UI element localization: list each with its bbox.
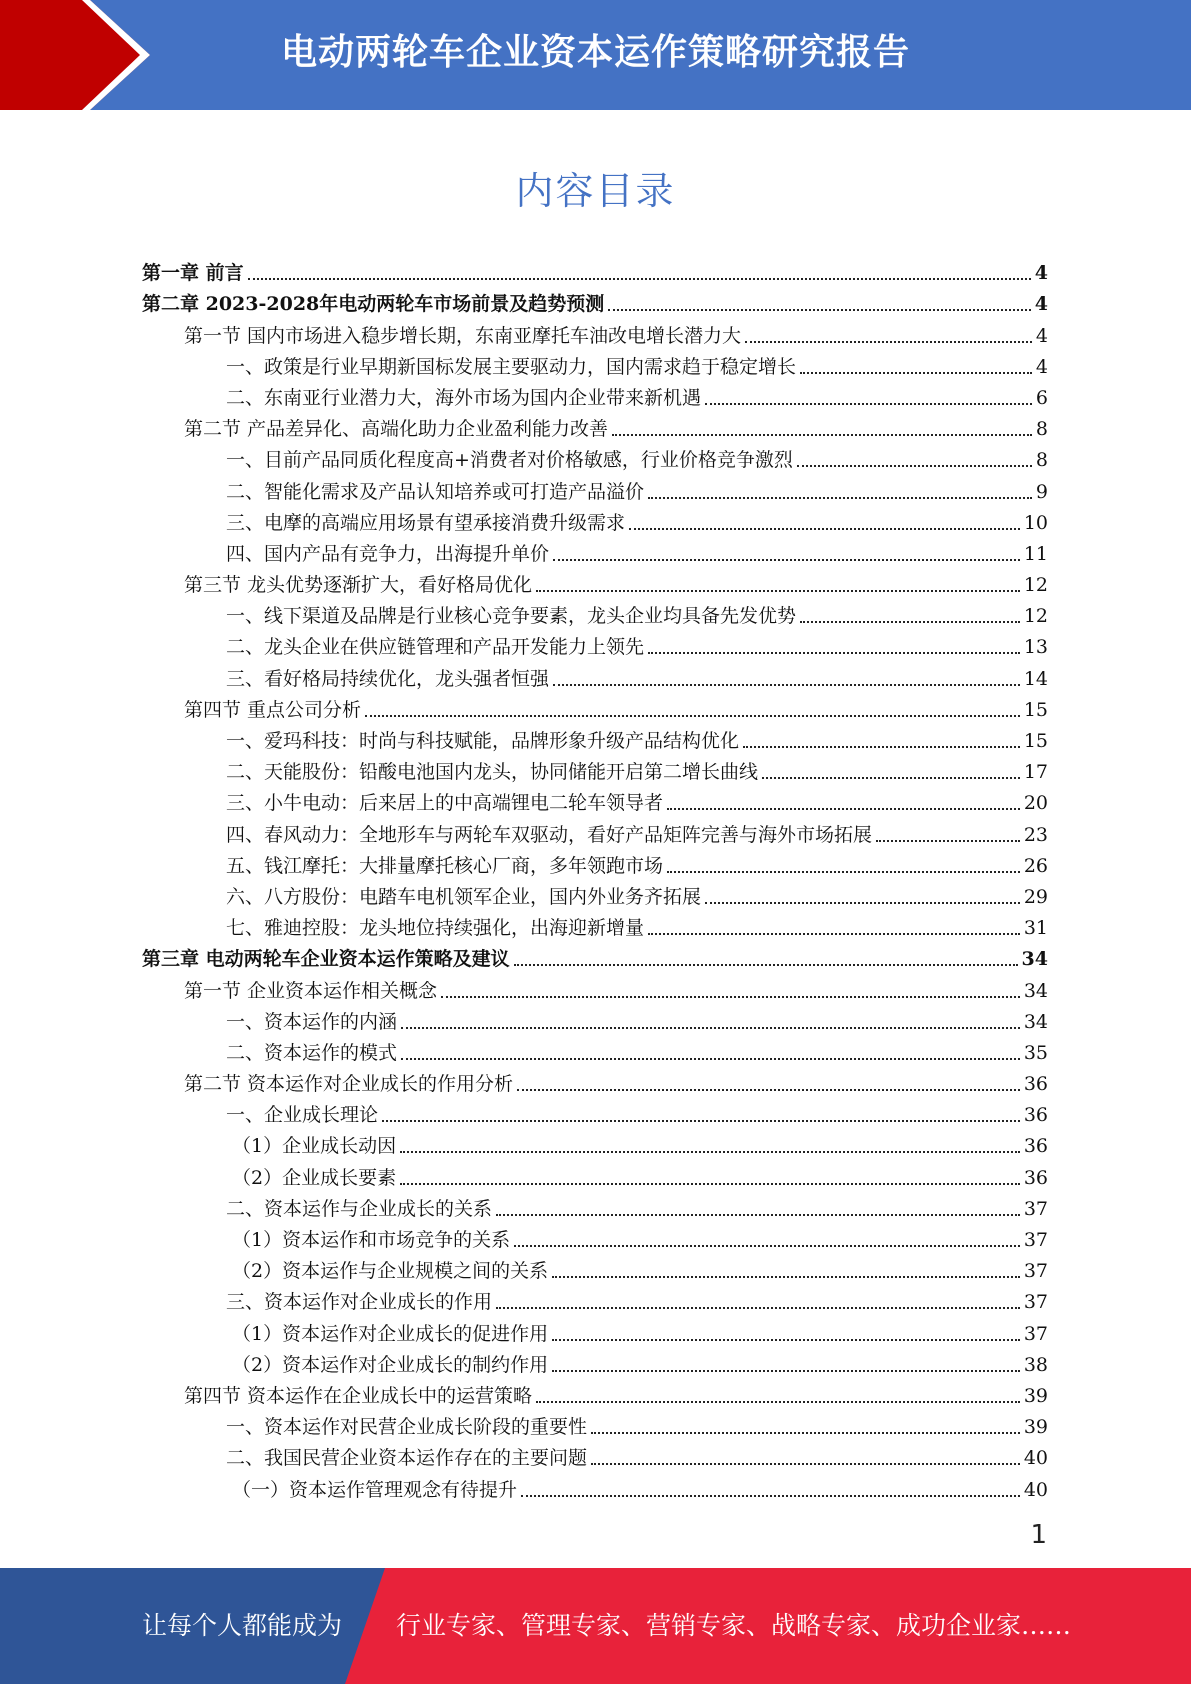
toc-entry[interactable] [142,1005,1048,1036]
toc-leader-dots [400,1183,1020,1185]
toc-entry-page: 37 [1023,1197,1048,1220]
toc-entry[interactable] [142,973,1048,1004]
toc-entry-title: （1）资本运作对企业成长的促进作用 [232,1322,549,1345]
toc-entry-title: 三、资本运作对企业成长的作用 [226,1291,493,1314]
toc-entry[interactable] [142,256,1048,287]
toc-leader-dots [591,1432,1020,1434]
toc-leader-dots [496,1307,1020,1309]
red-arrow-shape [0,0,150,110]
toc-entry-page: 13 [1023,636,1048,659]
toc-entry-page: 36 [1023,1073,1048,1096]
toc-entry-page: 15 [1023,730,1048,752]
toc-leader-dots [441,996,1020,998]
toc-entry-page: 34 [1023,1010,1048,1033]
report-title: 电动两轮车企业资本运作策略研究报告 [280,32,910,73]
toc-entry[interactable] [142,1316,1048,1347]
toc-entry-page: 37 [1023,1260,1048,1283]
toc-entry-page: 20 [1023,792,1048,815]
toc-entry-title: 第二节 产品差异化、高端化助力企业盈利能力改善 [184,418,609,441]
toc-entry-page: 4 [1034,262,1048,285]
footer-slogan-right: 行业专家、管理专家、营销专家、战略专家、成功企业家…… [396,1611,1072,1640]
toc-entry[interactable] [142,412,1048,443]
toc-entry-page: 4 [1034,293,1048,316]
toc-entry-title: 二、智能化需求及产品认知培养或可打造产品溢价 [226,480,645,503]
toc-entry-page: 4 [1035,324,1048,347]
toc-entry[interactable] [142,1036,1048,1067]
toc-leader-dots [401,1058,1020,1060]
toc-entry[interactable] [142,724,1048,755]
toc-entry-title: 三、电摩的高端应用场景有望承接消费升级需求 [226,511,626,534]
toc-entry[interactable] [142,942,1048,973]
toc-entry-title: 第一节 国内市场进入稳步增长期，东南亚摩托车油改电增长潜力大 [184,324,742,347]
toc-entry-page: 6 [1035,386,1048,409]
toc-entry[interactable] [142,817,1048,848]
toc-entry-title: （2）资本运作对企业成长的制约作用 [232,1353,549,1376]
toc-entry-page: 34 [1021,948,1048,971]
toc-leader-dots [629,528,1020,530]
toc-entry[interactable] [142,1067,1048,1098]
toc-entry-title: 一、线下渠道及品牌是行业核心竞争要素，龙头企业均具备先发优势 [226,605,797,628]
footer-slogan-left: 让每个人都能成为 [142,1611,343,1640]
toc-entry-title: 一、目前产品同质化程度高+消费者对价格敏感，行业价格竞争激烈 [226,449,793,472]
toc-entry-page: 8 [1035,418,1048,441]
toc-leader-dots [667,871,1020,873]
toc-entry-title: 一、资本运作对民营企业成长阶段的重要性 [226,1416,588,1439]
toc-entry-title: （一）资本运作管理观念有待提升 [232,1478,518,1501]
toc-entry-title: 二、天能股份：铅酸电池国内龙头，协同储能开启第二增长曲线 [226,761,759,784]
toc-entry-page: 14 [1023,667,1048,690]
toc-entry-title: 一、企业成长理论 [226,1104,379,1127]
toc-leader-dots [608,309,1031,311]
toc-leader-dots [648,933,1020,935]
toc-leader-dots [800,372,1032,374]
toc-leader-dots [667,808,1020,810]
toc-leader-dots [552,1339,1020,1341]
toc-entry-page: 39 [1023,1416,1048,1439]
toc-entry-page: 35 [1023,1041,1048,1064]
toc-leader-dots [514,1245,1020,1247]
toc-entry-page: 8 [1035,449,1048,472]
toc-leader-dots [382,1120,1020,1122]
toc-entry-title: 第二节 资本运作对企业成长的作用分析 [184,1073,514,1096]
toc-entry-title: 二、我国民营企业资本运作存在的主要问题 [226,1447,588,1470]
toc-leader-dots [400,1151,1020,1153]
toc-entry-title: 三、看好格局持续优化，龙头强者恒强 [226,667,550,690]
toc-entry-title: 二、东南亚行业潜力大，海外市场为国内企业带来新机遇 [226,386,702,409]
toc-entry-page: 40 [1023,1447,1048,1470]
toc-entry-title: （1）企业成长动因 [232,1135,397,1158]
toc-entry-page: 36 [1023,1135,1048,1158]
toc-entry[interactable] [142,287,1048,318]
toc-entry[interactable] [142,443,1048,474]
toc-leader-dots [800,621,1020,623]
page-footer [0,1568,1191,1684]
toc-leader-dots [648,652,1020,654]
toc-leader-dots [743,746,1020,748]
toc-leader-dots [517,1089,1020,1091]
toc-entry[interactable] [142,1223,1048,1254]
toc-entry[interactable] [142,568,1048,599]
toc-entry[interactable] [142,506,1048,537]
toc-entry-title: 四、春风动力：全地形车与两轮车双驱动，看好产品矩阵完善与海外市场拓展 [226,823,873,846]
toc-entry-title: 二、资本运作的模式 [226,1041,398,1064]
toc-entry[interactable] [142,661,1048,692]
toc-leader-dots [536,1401,1020,1403]
toc-entry[interactable] [142,1285,1048,1316]
toc-entry[interactable] [142,381,1048,412]
toc-leader-dots [401,1027,1020,1029]
toc-entry[interactable] [142,786,1048,817]
toc-entry-title: 一、资本运作的内涵 [226,1010,398,1033]
toc-leader-dots [612,434,1032,436]
toc-leader-dots [705,902,1020,904]
page-header [0,0,1191,110]
toc-entry-title: 第三节 龙头优势逐渐扩大，看好格局优化 [184,574,533,597]
toc-leader-dots [552,1276,1020,1278]
page-number: 1 [1030,1520,1047,1550]
toc-entry-title: 一、爱玛科技：时尚与科技赋能，品牌形象升级产品结构优化 [226,730,740,752]
toc-entry-page: 9 [1035,480,1048,503]
toc-entry-page: 23 [1023,823,1048,846]
toc-leader-dots [536,590,1020,592]
toc-entry[interactable] [142,880,1048,911]
toc-entry-page: 37 [1023,1291,1048,1314]
toc-entry[interactable] [142,1348,1048,1379]
toc-entry[interactable] [142,1472,1048,1503]
toc-entry-title: 第三章 电动两轮车企业资本运作策略及建议 [142,948,510,971]
toc-entry[interactable] [142,1098,1048,1129]
toc-entry-title: 三、小牛电动：后来居上的中高端锂电二轮车领导者 [226,792,664,815]
toc-entry[interactable] [142,1129,1048,1160]
toc-leader-dots [745,341,1032,343]
toc-leader-dots [365,715,1020,717]
toc-entry-title: 第一节 企业资本运作相关概念 [184,979,438,1002]
table-of-contents [142,256,1048,1504]
toc-leader-dots [876,840,1020,842]
toc-entry[interactable] [142,318,1048,349]
toc-entry-title: 第四节 资本运作在企业成长中的运营策略 [184,1384,533,1407]
toc-entry-page: 34 [1023,979,1048,1002]
toc-entry-title: 六、八方股份：电踏车电机领军企业，国内外业务齐拓展 [226,885,702,908]
toc-leader-dots [514,964,1018,966]
toc-entry-page: 37 [1023,1229,1048,1251]
toc-entry-page: 36 [1023,1166,1048,1189]
toc-entry[interactable] [142,693,1048,724]
toc-entry-page: 31 [1023,917,1048,940]
toc-entry-page: 36 [1023,1104,1048,1127]
toc-heading: 内容目录 [515,169,676,213]
toc-entry-page: 38 [1023,1353,1048,1376]
toc-leader-dots [552,1370,1020,1372]
toc-entry-page: 39 [1023,1384,1048,1407]
toc-entry-page: 37 [1023,1322,1048,1345]
toc-entry-page: 11 [1023,542,1048,565]
toc-entry[interactable] [142,630,1048,661]
toc-leader-dots [521,1495,1020,1497]
toc-entry-page: 29 [1023,885,1048,908]
toc-entry-page: 12 [1023,574,1048,597]
toc-entry-page: 17 [1023,761,1048,784]
toc-entry-title: （2）资本运作与企业规模之间的关系 [232,1260,549,1283]
toc-entry-title: 第四节 重点公司分析 [184,698,362,721]
toc-entry[interactable] [142,537,1048,568]
toc-entry-page: 12 [1023,605,1048,628]
toc-entry-title: 七、雅迪控股：龙头地位持续强化，出海迎新增量 [226,917,645,940]
toc-entry[interactable] [142,1160,1048,1191]
toc-entry[interactable] [142,350,1048,381]
toc-leader-dots [591,1463,1020,1465]
toc-entry-title: 二、龙头企业在供应链管理和产品开发能力上领先 [226,636,645,659]
toc-entry-title: 一、政策是行业早期新国标发展主要驱动力，国内需求趋于稳定增长 [226,355,797,378]
toc-entry[interactable] [142,911,1048,942]
toc-leader-dots [248,278,1031,280]
toc-entry[interactable] [142,755,1048,786]
toc-leader-dots [648,497,1032,499]
toc-leader-dots [553,684,1020,686]
toc-leader-dots [705,403,1032,405]
toc-entry-title: 二、资本运作与企业成长的关系 [226,1197,493,1220]
toc-entry[interactable] [142,1441,1048,1472]
toc-entry-page: 10 [1023,511,1048,534]
toc-entry-page: 26 [1023,854,1048,877]
toc-entry[interactable] [142,1254,1048,1285]
toc-leader-dots [762,777,1020,779]
toc-entry-title: 四、国内产品有竞争力，出海提升单价 [226,542,550,565]
toc-entry[interactable] [142,849,1048,880]
toc-entry[interactable] [142,1192,1048,1223]
toc-entry[interactable] [142,1379,1048,1410]
toc-leader-dots [797,465,1032,467]
toc-entry-title: （2）企业成长要素 [232,1166,397,1189]
toc-entry-title: （1）资本运作和市场竞争的关系 [232,1229,511,1251]
toc-entry[interactable] [142,474,1048,505]
toc-entry[interactable] [142,599,1048,630]
toc-entry-title: 第一章 前言 [142,262,244,285]
toc-entry-title: 五、钱江摩托：大排量摩托核心厂商，多年领跑市场 [226,854,664,877]
toc-entry-page: 15 [1023,698,1048,721]
toc-leader-dots [496,1214,1020,1216]
toc-entry-page: 4 [1035,355,1048,378]
toc-leader-dots [553,559,1020,561]
toc-entry[interactable] [142,1410,1048,1441]
toc-entry-title: 第二章 2023-2028年电动两轮车市场前景及趋势预测 [142,293,605,316]
toc-entry-page: 40 [1023,1478,1048,1501]
